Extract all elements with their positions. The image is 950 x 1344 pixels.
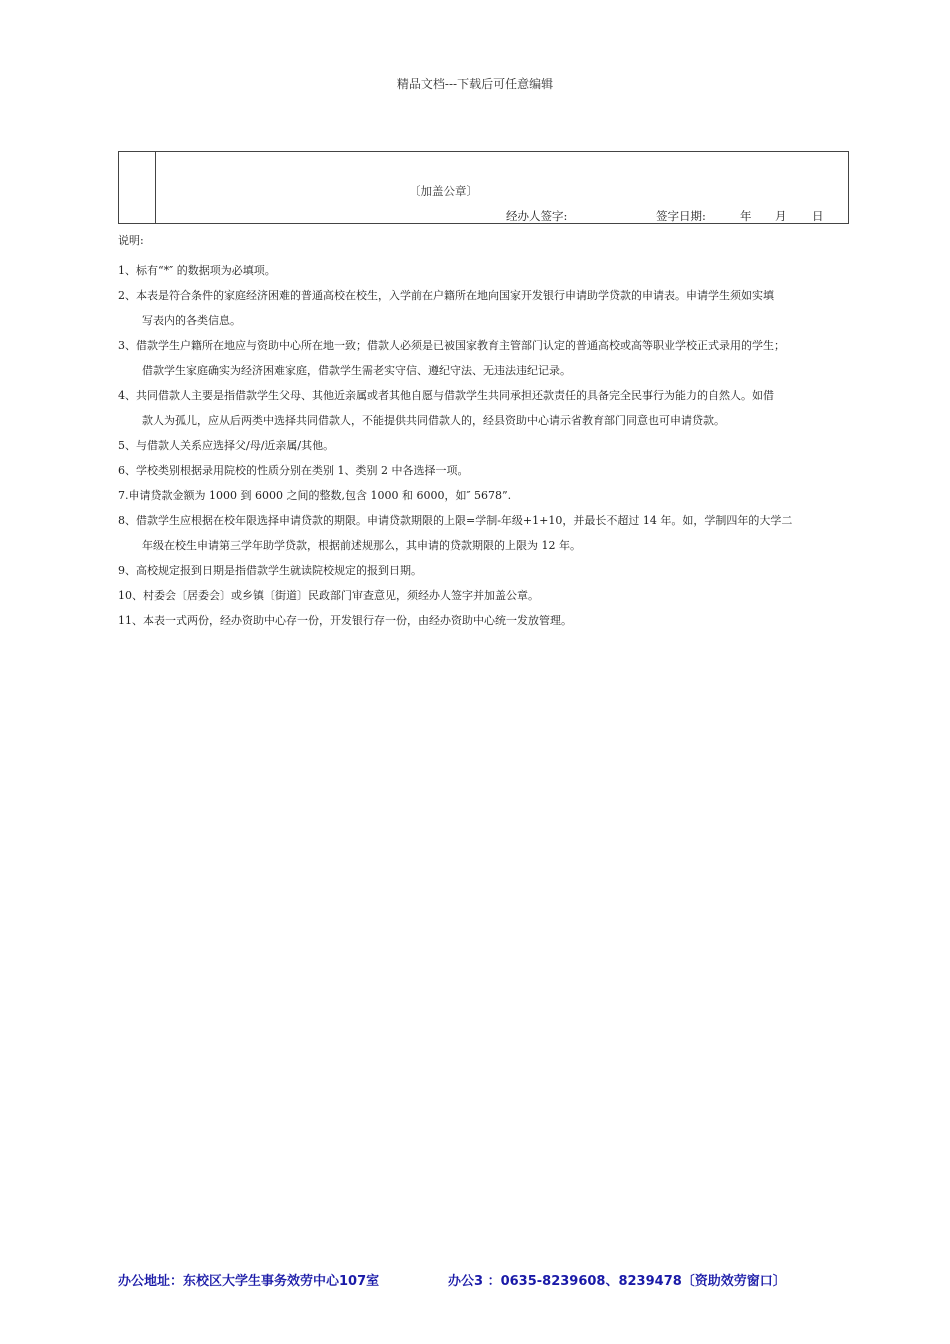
note-item-line: 年级在校生申请第三学年助学贷款，根据前述规那么，其申请的贷款期限的上限为 12 年。 [142, 539, 581, 552]
footer [118, 1270, 878, 1289]
note-item-line: 借款学生家庭确实为经济困难家庭，借款学生需老实守信、遵纪守法、无违法违纪记录。 [142, 364, 571, 377]
note-item-line: 6、学校类别根据录用院校的性质分别在类别 1、类别 2 中各选择一项。 [118, 464, 469, 477]
approval-form-box [118, 151, 849, 224]
note-item-line: 11、本表一式两份，经办资助中心存一份，开发银行存一份，由经办资助中心统一发放管理。 [118, 614, 572, 627]
note-item-line: 8、借款学生应根据在校年限选择申请贷款的期限。申请贷款期限的上限=学制-年级+1+10，并最长不超过 14 年。如，学制四年的大学二 [118, 514, 793, 527]
note-item-line: 10、村委会〔居委会〕或乡镇〔街道〕民政部门审查意见，须经办人签字并加盖公章。 [118, 589, 539, 602]
note-item-line: 7.申请贷款金额为 1000 到 6000 之间的整数,包含 1000 和 6000，如″ 5678”. [118, 489, 512, 502]
month-label: 月 [775, 209, 787, 223]
signature-date-label: 签字日期: [656, 209, 706, 223]
day-label: 日 [812, 209, 824, 223]
office-address: 办公地址：东校区大学生事务效劳中心107室 [118, 1274, 380, 1289]
note-item-line: 9、高校规定报到日期是指借款学生就读院校规定的报到日期。 [118, 564, 422, 577]
office-phone: 办公3 ：0635-8239608、8239478〔资助效劳窗口〕 [448, 1274, 786, 1289]
note-item-line: 款人为孤儿，应从后两类中选择共同借款人，不能提供共同借款人的，经县资助中心请示省教育部门同意也可申请贷款。 [142, 414, 725, 427]
column-divider [155, 152, 156, 223]
year-label: 年 [740, 209, 752, 223]
note-item-line: 2、本表是符合条件的家庭经济困难的普通高校在校生，入学前在户籍所在地向国家开发银行申请助学贷款的申请表。申请学生须如实填 [118, 289, 774, 302]
note-item-line: 5、与借款人关系应选择父/母/近亲属/其他。 [118, 439, 335, 452]
official-seal-label: 〔加盖公章〕 [409, 184, 478, 198]
note-item-line: 3、借款学生户籍所在地应与资助中心所在地一致；借款人必须是已被国家教育主管部门认定的普通高校或高等职业学校正式录用的学生； [118, 339, 785, 352]
page-header: 精品文档---下载后可任意编辑 [396, 77, 554, 91]
signature-label: 经办人签字: [506, 209, 568, 223]
notes-list [118, 258, 858, 633]
notes-section [118, 233, 858, 633]
note-item-line: 写表内的各类信息。 [142, 314, 241, 327]
notes-title: 说明: [118, 234, 144, 247]
note-item-line: 4、共同借款人主要是指借款学生父母、其他近亲属或者其他自愿与借款学生共同承担还款责任的具备完全民事行为能力的自然人。如借 [118, 389, 774, 402]
note-item-line: 1、标有“*″ 的数据项为必填项。 [118, 264, 276, 277]
